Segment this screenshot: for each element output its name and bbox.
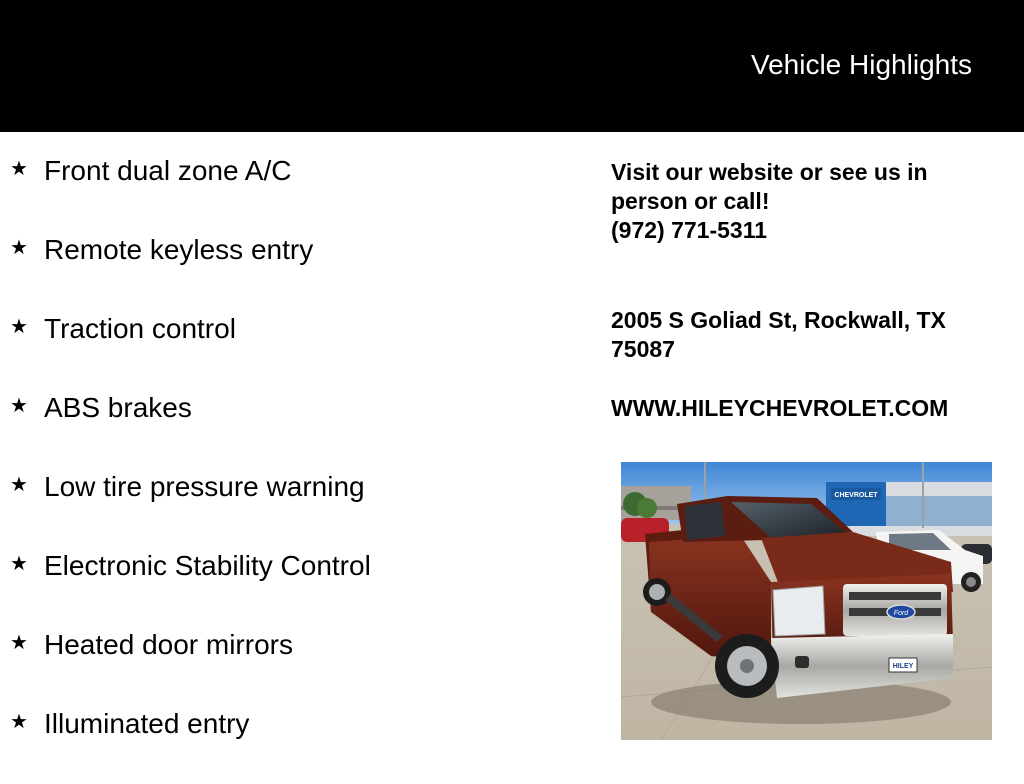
star-icon: ★: [10, 551, 28, 575]
star-icon: ★: [10, 314, 28, 338]
list-item: [10, 310, 570, 389]
feature-label: Remote keyless entry: [44, 234, 314, 265]
feature-list: [10, 152, 570, 784]
star-icon: ★: [10, 235, 28, 259]
feature-label: Low tire pressure warning: [44, 471, 365, 502]
list-item: [10, 231, 570, 310]
plate-text: HILEY: [892, 663, 914, 670]
star-icon: ★: [10, 472, 28, 496]
contact-panel: [611, 158, 996, 421]
feature-label: Electronic Stability Control: [44, 550, 371, 581]
list-item: [10, 626, 570, 705]
star-icon: ★: [10, 156, 28, 180]
list-item: [10, 705, 570, 784]
dealer-sign-text: CHEVROLET: [834, 492, 878, 499]
header-bar: [0, 0, 1024, 132]
feature-label: Traction control: [44, 313, 236, 344]
list-item: [10, 468, 570, 547]
star-icon: ★: [10, 630, 28, 654]
contact-visit-text: Visit our website or see us in person or call!: [611, 159, 928, 214]
list-item: [10, 547, 570, 626]
page-title: Vehicle Highlights: [750, 49, 972, 80]
vehicle-photo: [621, 462, 992, 740]
list-item: [10, 152, 570, 231]
contact-phone[interactable]: (972) 771-5311: [611, 217, 768, 243]
contact-address: 2005 S Goliad St, Rockwall, TX 75087: [611, 307, 946, 362]
star-icon: ★: [10, 393, 28, 417]
feature-label: ABS brakes: [44, 392, 192, 423]
list-item: [10, 389, 570, 468]
website-link[interactable]: WWW.HILEYCHEVROLET.COM: [611, 395, 949, 421]
grille-badge-text: Ford: [893, 610, 909, 617]
feature-label: Front dual zone A/C: [44, 155, 292, 186]
star-icon: ★: [10, 709, 28, 733]
feature-label: Illuminated entry: [44, 708, 250, 739]
feature-label: Heated door mirrors: [44, 629, 293, 660]
